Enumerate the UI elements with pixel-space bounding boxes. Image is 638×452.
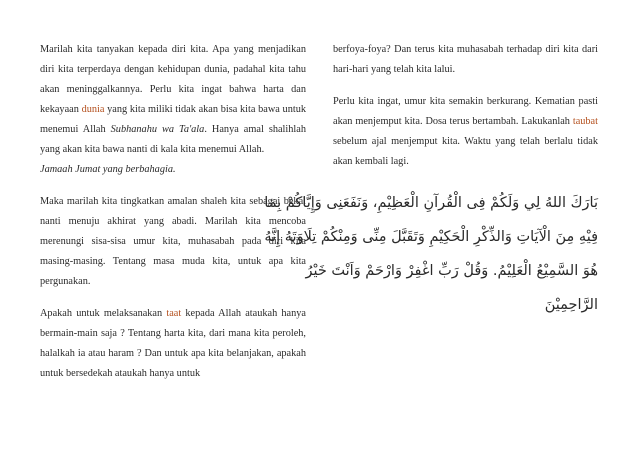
arabic-line-1: بَارَكَ اللهُ لِي وَلَكُمْ فِى الْقُرآنِ الْعَظِيْمِ، وَنَفَعَنِى وَإِيَّاكُمْ بِمَا (264, 195, 598, 211)
paragraph-1-text-b: yang kita miliki tidak akan bisa kita bawa untuk menemui Allah (40, 104, 306, 135)
arabic-line-3: هُوَ السَّمِيْعُ الْعَلِيْمُ. وَقُلْ رَبِّ اغْفِرْ وَارْحَمْ وَاَنْتَ خَيْرُ (305, 263, 598, 279)
paragraph-1-text-a: Marilah kita tanyakan kepada diri kita. Apa yang menjadikan diri kita terperdaya dengan kehidupan dunia, padahal kita tahu akan meninggalkannya. Perlu kita ingat bahwa harta dan kekayaan (40, 44, 306, 115)
paragraph-5-text-b: sebelum ajal menjemput kita. Waktu yang telah berlalu tidak akan kembali lagi. (333, 136, 598, 167)
right-column (264, 40, 598, 322)
highlight-taubat: taubat (572, 116, 598, 127)
paragraph-3-text-b: kepada Allah ataukah hanya bermain-main saja ? Tentang harta kita, dari mana kita peroleh, halalkah ia atau haram ? Dan untuk apa kita belanjakan, apakah untuk bersedekah ataukah hanya untuk (40, 308, 306, 379)
paragraph-3 (40, 304, 306, 384)
jamaah-greeting (40, 160, 306, 180)
paragraph-1-text-c: . Hanya amal shalihlah yang akan kita bawa nanti di kala kita menemui Allah. (40, 124, 306, 155)
paragraph-gap (40, 292, 306, 304)
italic-subhanahu: Subhanahu wa Ta'ala (110, 124, 205, 135)
paragraph-3-text-a: Apakah untuk melaksanakan (40, 308, 167, 319)
paragraph-4: berfoya-foya? Dan terus kita muhasabah terhadap diri kita dari hari-hari yang telah kita lalui. (333, 44, 598, 75)
paragraph-gap (333, 80, 598, 92)
jamaah-greeting-text: Jamaah Jumat yang berbahagia. (40, 164, 176, 175)
highlight-dunia: dunia (81, 104, 105, 115)
arabic-prayer (264, 186, 598, 322)
arabic-line-4: الرَّاحِمِيْنَ (544, 297, 598, 313)
highlight-taat: taat (166, 308, 182, 319)
paragraph-1 (40, 40, 306, 160)
arabic-line-2: فِيْهِ مِنَ الْآيَاتِ وَالذِّكْرِ الْحَكِيْمِ وَتَقَبَّلَ مِنِّى وَمِنْكُمْ تِلَاوَتَهُ إِنَّهُ (264, 229, 598, 245)
paragraph-5-text-a: Perlu kita ingat, umur kita semakin berkurang. Kematian pasti akan menjemput kita. Dosa terus bertambah. Lakukanlah (333, 96, 598, 127)
paragraph-2: Maka marilah kita tingkatkan amalan shaleh kita sebagai bekal nanti menuju akhirat yang abadi. Marilah kita mencoba merenungi sisa-sisa umur kita, muhasabah pada diri kita masing-masing. Tentang masa muda kita, untuk apa kita pergunakan. (40, 196, 306, 287)
paragraph-5 (333, 92, 598, 172)
